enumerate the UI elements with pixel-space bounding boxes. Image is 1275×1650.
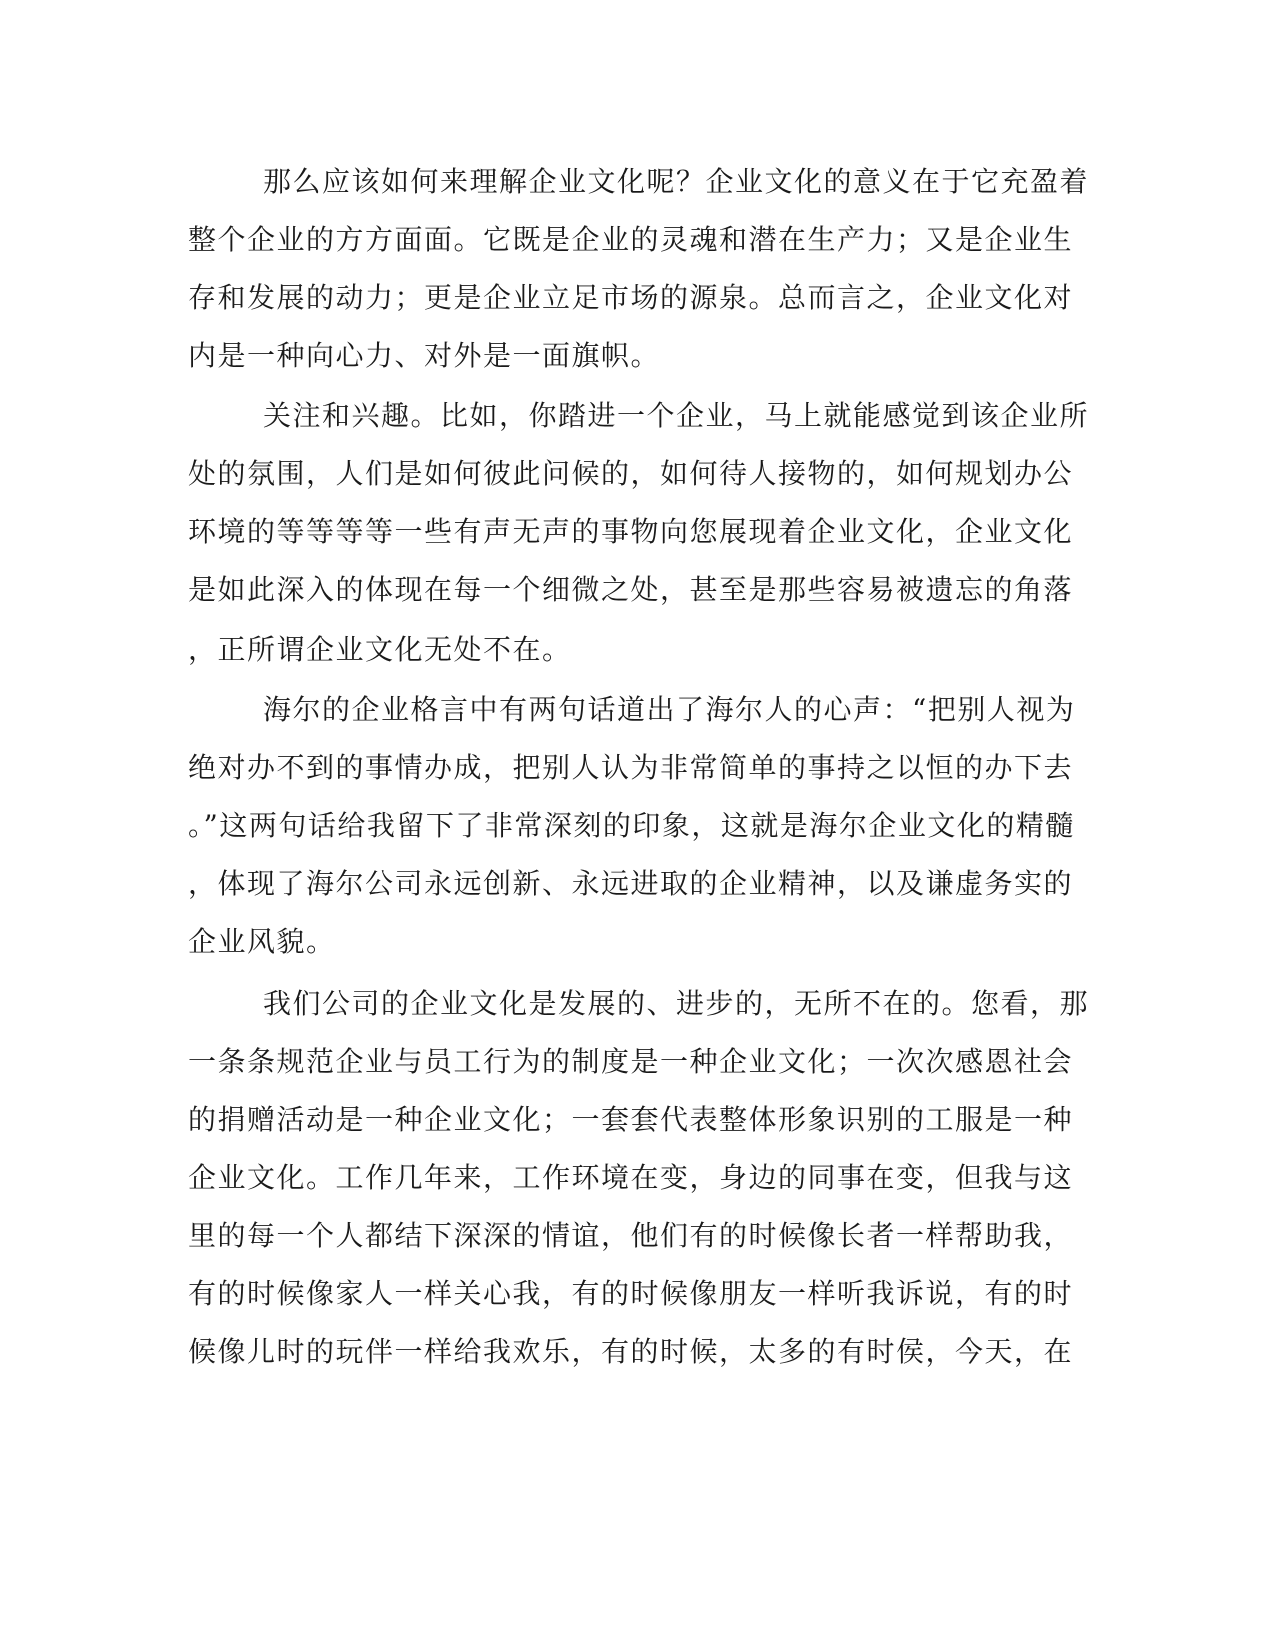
paragraph-4-line-7: 候像儿时的玩伴一样给我欢乐，有的时候，太多的有时侯，今天，在 <box>188 1335 1074 1368</box>
paragraph-1-line-4: 内是一种向心力、对外是一面旗帜。 <box>188 339 661 372</box>
paragraph-1-line-1: 那么应该如何来理解企业文化呢？企业文化的意义在于它充盈着 <box>263 165 1090 198</box>
paragraph-2-line-3: 环境的等等等等一些有声无声的事物向您展现着企业文化，企业文化 <box>188 515 1074 548</box>
paragraph-3-line-3: 。”这两句话给我留下了非常深刻的印象，这就是海尔企业文化的精髓 <box>188 809 1075 842</box>
paragraph-1-line-3: 存和发展的动力；更是企业立足市场的源泉。总而言之，企业文化对 <box>188 281 1074 314</box>
paragraph-4-line-5: 里的每一个人都结下深深的情谊，他们有的时候像长者一样帮助我， <box>188 1219 1074 1252</box>
paragraph-4-line-3: 的捐赠活动是一种企业文化；一套套代表整体形象识别的工服是一种 <box>188 1103 1074 1136</box>
paragraph-4-line-4: 企业文化。工作几年来，工作环境在变，身边的同事在变，但我与这 <box>188 1161 1074 1194</box>
paragraph-4-line-6: 有的时候像家人一样关心我，有的时候像朋友一样听我诉说，有的时 <box>188 1277 1074 1310</box>
paragraph-3-line-2: 绝对办不到的事情办成，把别人认为非常简单的事持之以恒的办下去 <box>188 751 1074 784</box>
paragraph-4-line-2: 一条条规范企业与员工行为的制度是一种企业文化；一次次感恩社会 <box>188 1045 1074 1078</box>
paragraph-3-line-1: 海尔的企业格言中有两句话道出了海尔人的心声：“把别人视为 <box>263 693 1076 726</box>
paragraph-3-line-5: 企业风貌。 <box>188 925 336 958</box>
paragraph-2-line-1: 关注和兴趣。比如，你踏进一个企业，马上就能感觉到该企业所 <box>263 399 1090 432</box>
paragraph-2-line-5: ，正所谓企业文化无处不在。 <box>188 633 572 666</box>
paragraph-2-line-4: 是如此深入的体现在每一个细微之处，甚至是那些容易被遗忘的角落 <box>188 573 1074 606</box>
paragraph-1-line-2: 整个企业的方方面面。它既是企业的灵魂和潜在生产力；又是企业生 <box>188 223 1074 256</box>
paragraph-3-line-4: ，体现了海尔公司永远创新、永远进取的企业精神，以及谦虚务实的 <box>188 867 1074 900</box>
paragraph-4-line-1: 我们公司的企业文化是发展的、进步的，无所不在的。您看，那 <box>263 987 1090 1020</box>
paragraph-2-line-2: 处的氛围，人们是如何彼此问候的，如何待人接物的，如何规划办公 <box>188 457 1074 490</box>
